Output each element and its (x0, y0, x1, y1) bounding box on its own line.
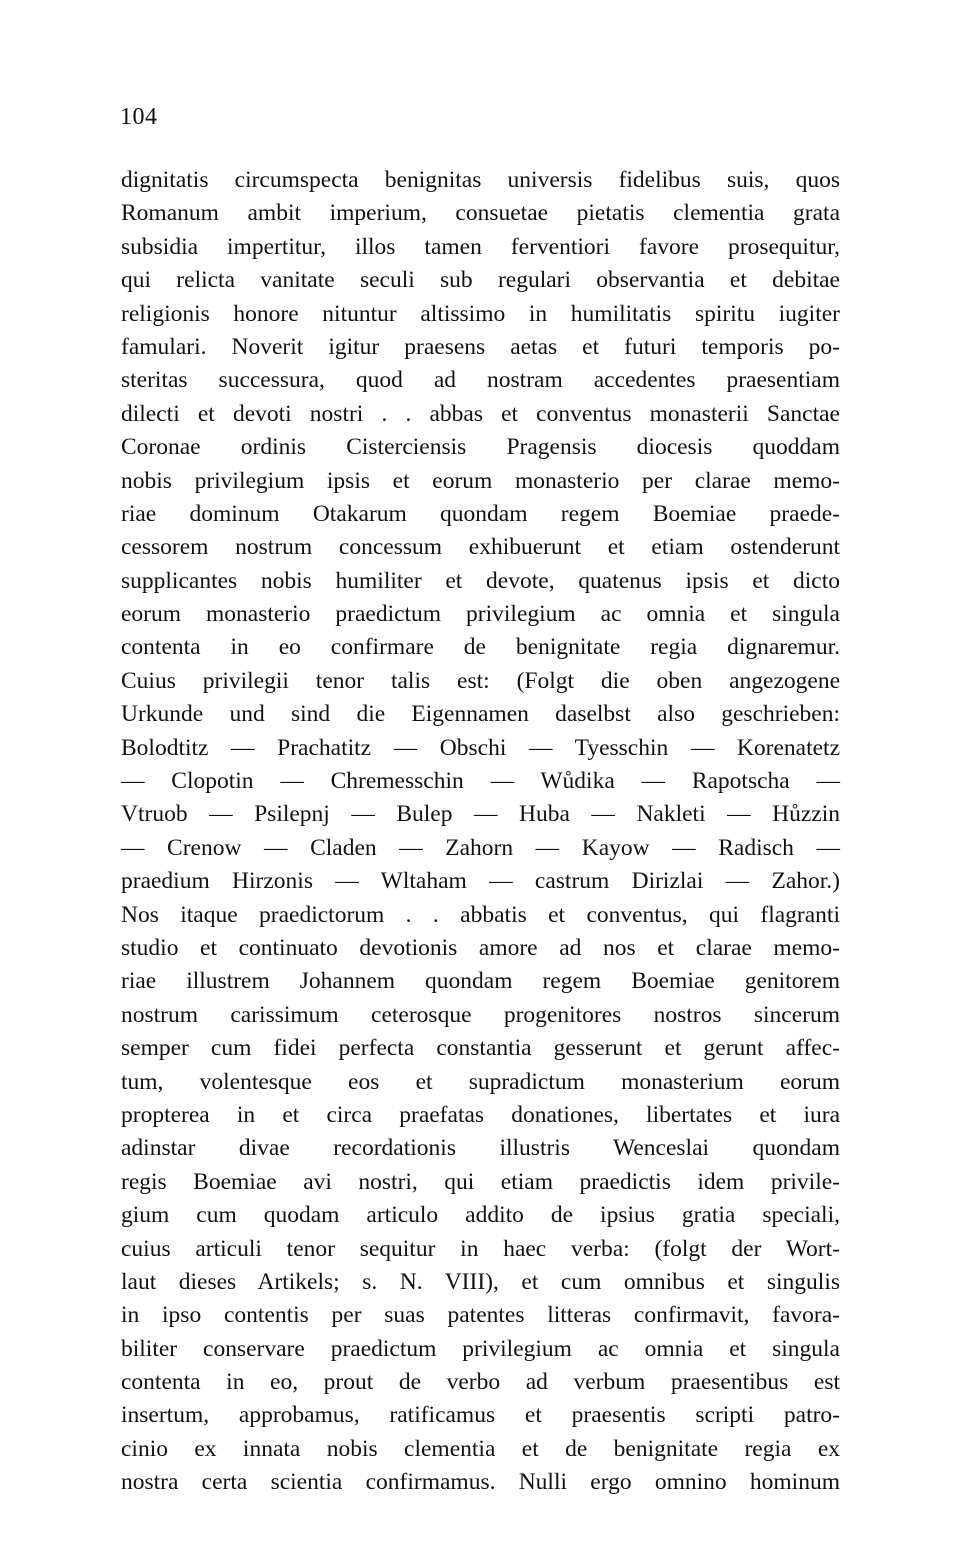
text-line: regis Boemiae avi nostri, qui etiam praedictis idem privile- (121, 1168, 840, 1195)
text-line: Vtruob — Psilepnj — Bulep — Huba — Nakleti — Hůzzin (121, 801, 840, 828)
text-line: cessorem nostrum concessum exhibuerunt et etiam ostenderunt (121, 534, 840, 561)
text-line: tum, volentesque eos et supradictum monasterium eorum (121, 1068, 840, 1095)
text-line: Nos itaque praedictorum . . abbatis et conventus, qui flagranti (121, 901, 840, 928)
text-line: biliter conservare praedictum privilegium ac omnia et singula (121, 1335, 840, 1362)
page-number: 104 (120, 104, 158, 130)
text-line: praedium Hirzonis — Wltaham — castrum Dirizlai — Zahor.) (121, 868, 840, 895)
text-line: riae illustrem Johannem quondam regem Boemiae genitorem (121, 968, 840, 995)
text-line: eorum monasterio praedictum privilegium ac omnia et singula (121, 601, 840, 628)
text-line: famulari. Noverit igitur praesens aetas et futuri temporis po- (121, 333, 840, 360)
text-line: dignitatis circumspecta benignitas universis fidelibus suis, quos (121, 167, 840, 193)
text-line: nostrum carissimum ceterosque progenitores nostros sincerum (121, 1001, 840, 1028)
text-line: adinstar divae recordationis illustris Wenceslai quondam (121, 1135, 840, 1162)
text-line: studio et continuato devotionis amore ad nos et clarae memo- (121, 934, 840, 961)
text-line: riae dominum Otakarum quondam regem Boemiae praede- (121, 500, 840, 527)
text-line: subsidia impertitur, illos tamen ferventiori favore prosequitur, (121, 233, 840, 260)
text-line: contenta in eo, prout de verbo ad verbum praesentibus est (121, 1369, 840, 1396)
text-line: nostra certa scientia confirmamus. Nulli ergo omnino hominum (121, 1469, 840, 1496)
text-line: cinio ex innata nobis clementia et de benignitate regia ex (121, 1435, 840, 1462)
text-line: nobis privilegium ipsis et eorum monasterio per clarae memo- (121, 467, 840, 494)
text-line: qui relicta vanitate seculi sub regulari observantia et debitae (121, 267, 840, 294)
text-line: Cuius privilegii tenor talis est: (Folgt die oben angezogene (121, 667, 840, 694)
text-line: — Clopotin — Chremesschin — Wůdika — Rapotscha — (121, 768, 840, 795)
text-line: religionis honore nituntur altissimo in humilitatis spiritu iugiter (121, 300, 840, 327)
text-line: semper cum fidei perfecta constantia gesserunt et gerunt affec- (121, 1035, 840, 1062)
text-line: insertum, approbamus, ratificamus et praesentis scripti patro- (121, 1402, 840, 1429)
text-line: Romanum ambit imperium, consuetae pietatis clementia grata (121, 200, 840, 227)
text-line: contenta in eo confirmare de benignitate regia dignaremur. (121, 634, 840, 661)
text-line: Coronae ordinis Cisterciensis Pragensis diocesis quoddam (121, 434, 840, 461)
text-line: — Crenow — Claden — Zahorn — Kayow — Radisch — (121, 834, 840, 861)
text-line: supplicantes nobis humiliter et devote, quatenus ipsis et dicto (121, 567, 840, 594)
body-text (121, 164, 840, 1500)
text-line: Urkunde und sind die Eigennamen daselbst also geschrieben: (121, 701, 840, 728)
text-line: steritas successura, quod ad nostram accedentes praesentiam (121, 367, 840, 394)
text-line: dilecti et devoti nostri . . abbas et conventus monasterii Sanctae (121, 400, 840, 427)
text-line: laut dieses Artikels; s. N. VIII), et cum omnibus et singulis (121, 1268, 840, 1295)
text-line: propterea in et circa praefatas donationes, libertates et iura (121, 1101, 840, 1128)
text-line: Bolodtitz — Prachatitz — Obschi — Tyesschin — Korenatetz (121, 734, 840, 761)
text-line: gium cum quodam articulo addito de ipsius gratia speciali, (121, 1202, 840, 1229)
text-line: in ipso contentis per suas patentes litteras confirmavit, favora- (121, 1302, 840, 1329)
text-line: cuius articuli tenor sequitur in haec verba: (folgt der Wort- (121, 1235, 840, 1262)
